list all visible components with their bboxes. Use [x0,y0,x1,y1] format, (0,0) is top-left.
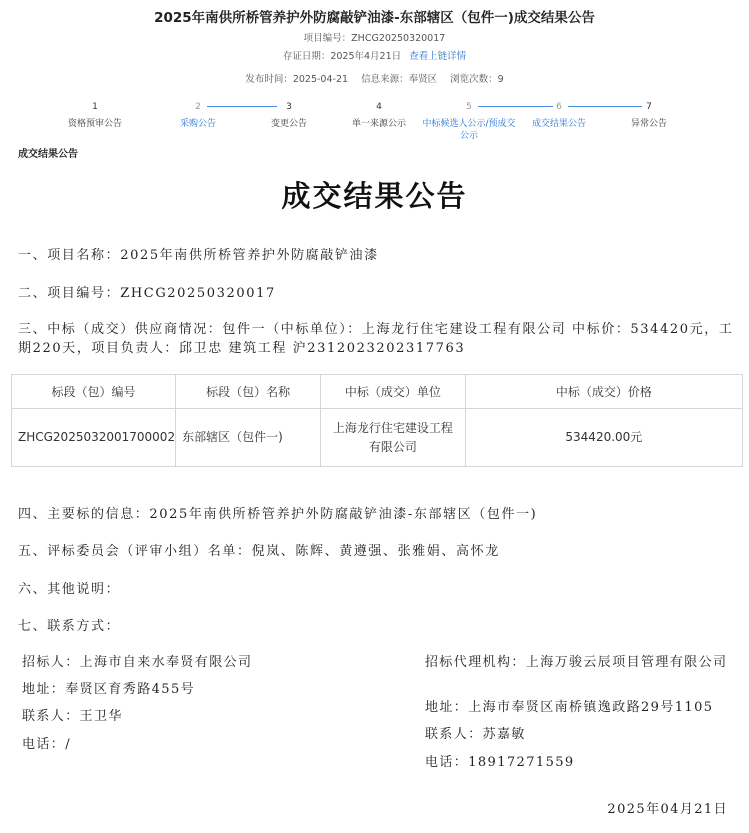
other-notes: 六、其他说明： [18,582,121,597]
step-label: 采购公告 [179,119,216,129]
view-count: 浏览次数：9 [450,74,504,85]
tenderer-address: 地址：奉贤区育秀路455号 [22,682,196,697]
chain-detail-link[interactable]: 查看上链详情 [409,51,467,62]
publish-date: 2025年04月21日 [607,802,728,817]
project-name: 一、项目名称：2025年南供所桥管养护外防腐敲铲油漆 [18,248,379,263]
page-title: 2025年南供所桥管养护外防腐敲铲油漆-东部辖区（包件一)成交结果公告 [154,10,595,26]
lot-number-cell: ZHCG2025032001700002 [12,409,176,467]
agency-phone: 电话：18917271559 [425,755,575,770]
step-number: 7 [646,102,652,112]
tenderer-name: 招标人：上海市自来水奉贤有限公司 [22,655,253,670]
column-header: 标段（包）名称 [176,375,321,409]
step-number: 6 [556,102,562,112]
table-row [12,409,743,467]
step-label: 异常公告 [630,119,667,129]
step-number: 5 [466,102,472,112]
publish-time: 发布时间：2025-04-21 [245,74,349,85]
winner-cell: 上海龙行住宅建设工程 有限公司 [321,409,466,467]
column-header: 标段（包）编号 [12,375,176,409]
document-title: 成交结果公告 [281,179,468,213]
result-table [11,374,743,467]
step-label: 资格预审公告 [67,119,122,129]
agency-name: 招标代理机构：上海万骏云辰项目管理有限公司 [425,655,728,670]
step-number: 1 [92,102,98,112]
step-label: 中标候选人公示/预成交 公示 [422,119,516,141]
committee-list: 五、评标委员会（评审小组）名单：倪岚、陈辉、黄遵强、张雅娟、高怀龙 [18,544,500,559]
step-number: 4 [376,102,382,112]
step-label: 变更公告 [270,119,307,129]
project-code: 二、项目编号：ZHCG20250320017 [18,286,276,301]
column-header: 中标（成交）价格 [465,375,742,409]
deposit-date: 存证日期：2025年4月21日 [282,51,402,62]
agency-contact: 联系人：苏嘉敏 [425,727,526,742]
supplier-info: 三、中标（成交）供应商情况：包件一（中标单位）：上海龙行住宅建设工程有限公司 中标价：534420元，工期220天，项目负责人：邱卫忠 建筑工程 沪2312023202317763 [18,322,734,356]
column-header: 中标（成交）单位 [321,375,466,409]
lot-name-cell: 东部辖区（包件一) [176,409,321,467]
tenderer-contact: 联系人：王卫华 [22,709,123,724]
process-steps [0,100,749,148]
step-1[interactable] [40,100,150,130]
price-cell: 534420.00元 [465,409,742,467]
project-number: 项目编号：ZHCG20250320017 [303,33,446,44]
table-header-row [12,375,743,409]
step-label: 成交结果公告 [531,119,586,129]
tenderer-phone: 电话：/ [22,737,71,752]
contact-heading: 七、联系方式： [18,619,121,634]
deposit-info [0,48,749,62]
agency-address: 地址：上海市奉贤区南桥镇逸政路29号1105 [425,700,714,715]
step-number: 3 [286,102,292,112]
subject-info: 四、主要标的信息：2025年南供所桥管养护外防腐敲铲油漆-东部辖区（包件一) [18,507,538,522]
section-label: 成交结果公告 [18,149,78,160]
step-7[interactable] [594,100,704,130]
info-source: 信息来源：奉贤区 [361,74,438,85]
publish-meta [0,71,749,85]
step-label: 单一来源公示 [351,119,406,129]
step-number: 2 [195,102,201,112]
